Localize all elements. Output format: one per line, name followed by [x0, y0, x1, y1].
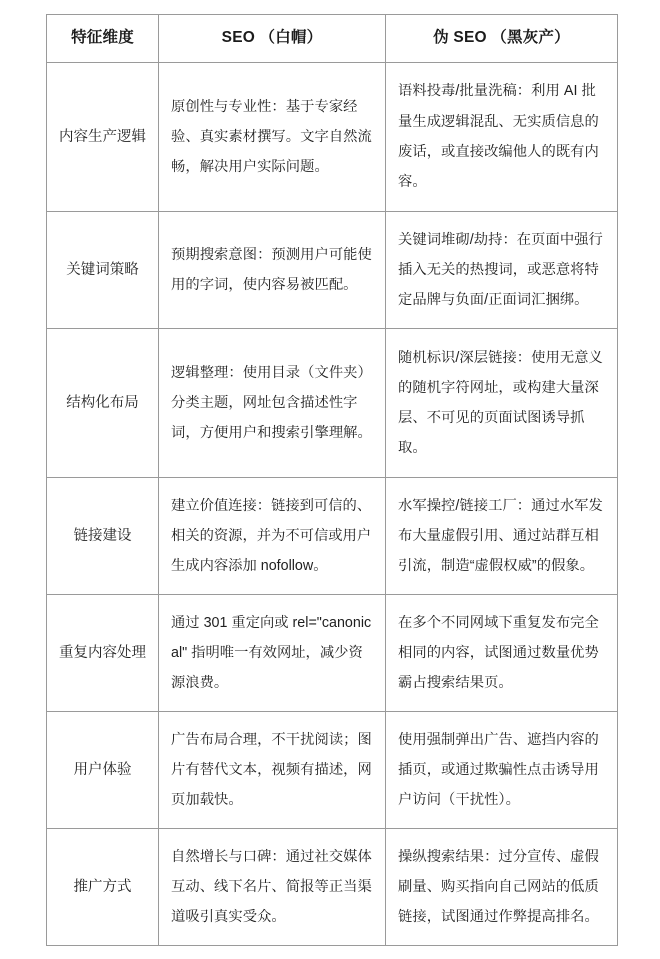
cell-dimension: 内容生产逻辑 [47, 63, 159, 212]
table-row [47, 63, 618, 212]
cell-seo: 建立价值连接：链接到可信的、相关的资源，并为不可信或用户生成内容添加 nofollow。 [159, 478, 386, 595]
table-row [47, 829, 618, 946]
cell-seo: 自然增长与口碑：通过社交媒体互动、线下名片、简报等正当渠道吸引真实受众。 [159, 829, 386, 946]
table-row [47, 329, 618, 478]
table-row [47, 478, 618, 595]
cell-seo: 预期搜索意图：预测用户可能使用的字词，使内容易被匹配。 [159, 212, 386, 329]
cell-fake-seo: 使用强制弹出广告、遮挡内容的插页，或通过欺骗性点击诱导用户访问（干扰性）。 [386, 712, 618, 829]
column-header-fake-seo-black-gray: 伪 SEO （黑灰产） [386, 15, 618, 63]
table-row [47, 212, 618, 329]
cell-dimension: 重复内容处理 [47, 595, 159, 712]
cell-seo: 广告布局合理，不干扰阅读；图片有替代文本，视频有描述，网页加载快。 [159, 712, 386, 829]
comparison-table-container [46, 14, 617, 946]
cell-fake-seo: 随机标识/深层链接：使用无意义的随机字符网址，或构建大量深层、不可见的页面试图诱导抓取。 [386, 329, 618, 478]
column-header-dimension: 特征维度 [47, 15, 159, 63]
table-header [47, 15, 618, 63]
cell-fake-seo: 关键词堆砌/劫持：在页面中强行插入无关的热搜词，或恶意将特定品牌与负面/正面词汇捆绑。 [386, 212, 618, 329]
cell-fake-seo: 操纵搜索结果：过分宣传、虚假刷量、购买指向自己网站的低质链接，试图通过作弊提高排名。 [386, 829, 618, 946]
cell-fake-seo: 在多个不同网域下重复发布完全相同的内容，试图通过数量优势霸占搜索结果页。 [386, 595, 618, 712]
cell-dimension: 结构化布局 [47, 329, 159, 478]
cell-fake-seo: 语料投毒/批量洗稿：利用 AI 批量生成逻辑混乱、无实质信息的废话，或直接改编他人的既有内容。 [386, 63, 618, 212]
seo-comparison-table [46, 14, 618, 946]
cell-dimension: 推广方式 [47, 829, 159, 946]
table-body [47, 63, 618, 946]
cell-seo: 原创性与专业性：基于专家经验、真实素材撰写。文字自然流畅，解决用户实际问题。 [159, 63, 386, 212]
cell-dimension: 关键词策略 [47, 212, 159, 329]
table-row [47, 712, 618, 829]
cell-seo: 通过 301 重定向或 rel="canonical" 指明唯一有效网址，减少资源浪费。 [159, 595, 386, 712]
cell-dimension: 用户体验 [47, 712, 159, 829]
table-header-row [47, 15, 618, 63]
cell-dimension: 链接建设 [47, 478, 159, 595]
cell-seo: 逻辑整理：使用目录（文件夹）分类主题，网址包含描述性字词，方便用户和搜索引擎理解。 [159, 329, 386, 478]
column-header-seo-white-hat: SEO （白帽） [159, 15, 386, 63]
cell-fake-seo: 水军操控/链接工厂：通过水军发布大量虚假引用、通过站群互相引流，制造“虚假权威”的假象。 [386, 478, 618, 595]
table-row [47, 595, 618, 712]
